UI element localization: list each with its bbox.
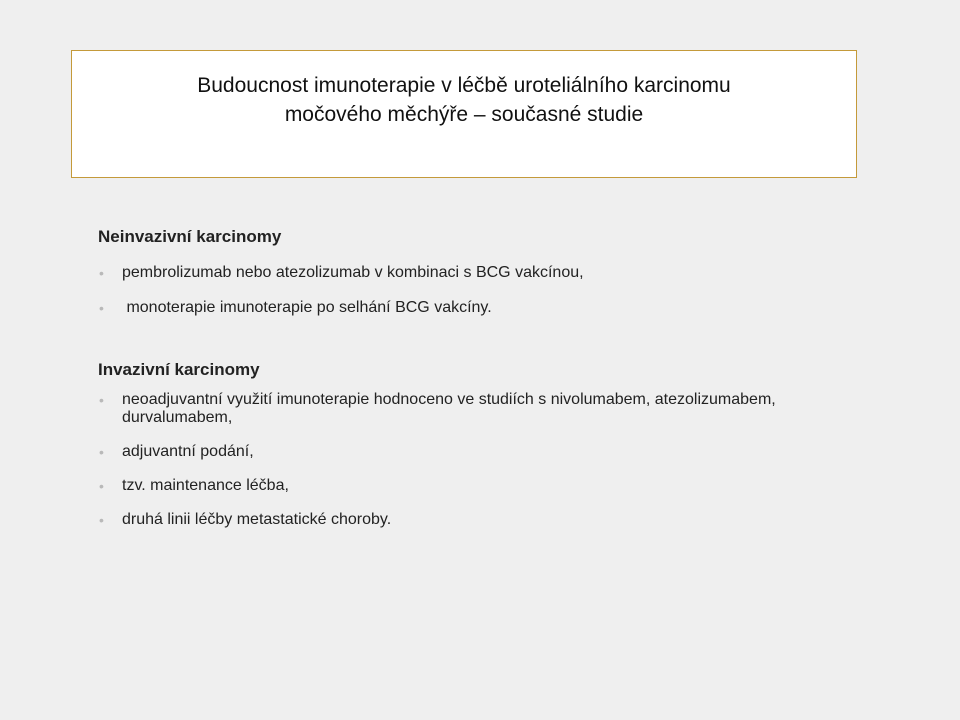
bullet-list [98,391,858,529]
list-item [98,477,858,495]
section-heading: Neinvazivní karcinomy [98,227,282,246]
list-item [98,443,858,461]
list-item [98,264,858,282]
slide-title-line-2: močového měchýře – současné studie [284,103,644,126]
list-item-text: tzv. maintenance léčba, [122,477,289,494]
bullet-dot-icon: • [99,512,104,528]
list-item-text: pembrolizumab nebo atezolizumab v kombinaci s BCG vakcínou, [122,264,584,281]
list-item-text: druhá linii léčby metastatické choroby. [122,511,392,528]
list-item-text: neoadjuvantní využití imunoterapie hodnoceno ve studiích s nivolumabem, atezolizumabem, durvalumabem, [122,391,776,426]
list-item-text: adjuvantní podání, [122,443,254,460]
bullet-dot-icon: • [99,300,104,316]
section-heading: Invazivní karcinomy [98,360,260,379]
slide-title [72,71,856,129]
section-noninvasive [98,226,858,317]
bullet-dot-icon: • [99,444,104,460]
title-box [71,50,857,178]
list-item [98,511,858,529]
section-invasive [98,359,858,529]
list-item [98,299,858,317]
slide-title-line-1: Budoucnost imunoterapie v léčbě uroteliálního karcinomu [197,74,731,97]
bullet-list [98,264,858,317]
bullet-dot-icon: • [99,392,104,408]
list-item [98,391,858,427]
bullet-dot-icon: • [99,265,104,281]
bullet-dot-icon: • [99,478,104,494]
list-item-text: monoterapie imunoterapie po selhání BCG vakcíny. [122,299,492,316]
slide-content [98,226,858,545]
